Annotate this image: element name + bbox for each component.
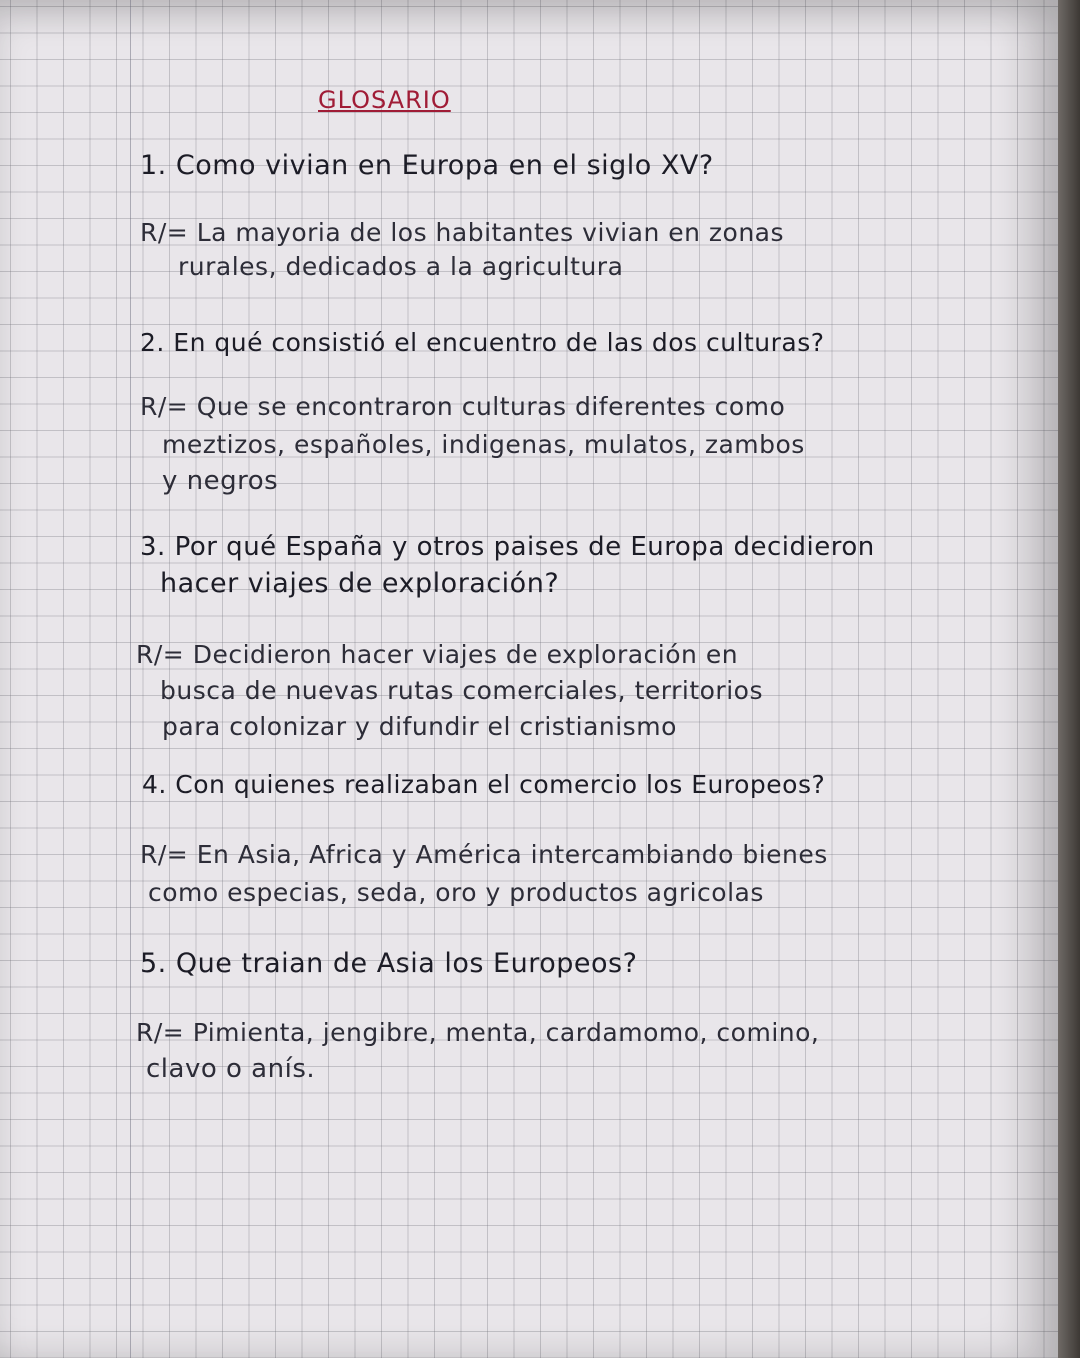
- answer-1-line-2: rurales, dedicados a la agricultura: [178, 252, 624, 281]
- answer-2-line-3: y negros: [162, 466, 279, 496]
- answer-5-line-2: clavo o anís.: [146, 1054, 316, 1084]
- answer-5-line-1: R/= Pimienta, jengibre, menta, cardamomo, comino,: [136, 1018, 820, 1047]
- question-2: 2. En qué consistió el encuentro de las dos culturas?: [140, 328, 825, 357]
- answer-4-line-1: R/= En Asia, Africa y América intercambiando bienes: [140, 840, 828, 869]
- answer-3-line-3: para colonizar y difundir el cristianismo: [162, 712, 677, 741]
- answer-2-line-2: meztizos, españoles, indigenas, mulatos, zambos: [162, 430, 805, 459]
- margin-line: [130, 0, 131, 1358]
- question-4: 4. Con quienes realizaban el comercio los Europeos?: [142, 770, 826, 799]
- answer-2-line-1: R/= Que se encontraron culturas diferentes como: [140, 392, 786, 421]
- answer-3-line-2: busca de nuevas rutas comerciales, territorios: [160, 676, 763, 705]
- answer-3-line-1: R/= Decidieron hacer viajes de exploración en: [136, 640, 739, 669]
- answer-1-line-1: R/= La mayoria de los habitantes vivian en zonas: [140, 218, 785, 247]
- question-1: 1. Como vivian en Europa en el siglo XV?: [140, 150, 714, 181]
- page-title: GLOSARIO: [318, 86, 451, 114]
- question-3-line-2: hacer viajes de exploración?: [160, 568, 560, 599]
- question-3-line-1: 3. Por qué España y otros paises de Europa decidieron: [140, 532, 875, 562]
- question-5: 5. Que traian de Asia los Europeos?: [140, 948, 638, 979]
- answer-4-line-2: como especias, seda, oro y productos agricolas: [148, 878, 764, 907]
- notebook-page-edge: [1058, 0, 1080, 1358]
